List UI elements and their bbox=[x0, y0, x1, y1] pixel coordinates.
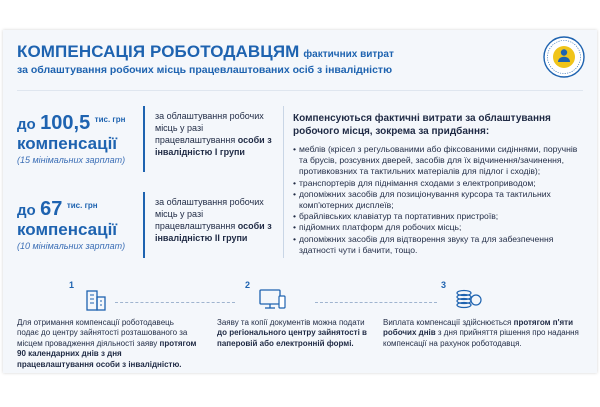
step-text-plain: з дня прийняття рішення про надання компенсації на рахунок роботодавця. bbox=[383, 328, 579, 348]
amount-block-group-1 bbox=[17, 112, 125, 165]
coins-icon bbox=[453, 285, 483, 309]
list-item: • меблів (крісел з регульованими або фіксованими сидіннями, поручнів та брусів, розсувних дверей, засобів для їх відчинення/зачинення, противковзних та тактильних матеріалів для підлог і сходів); bbox=[293, 144, 585, 178]
amount-prefix: до bbox=[17, 116, 36, 133]
amount-block-group-2 bbox=[17, 198, 125, 251]
step-text-plain: Заяву та копії документів можна подати bbox=[217, 318, 365, 327]
step-text-highlight: протягом п'яти робочих днів bbox=[383, 318, 573, 338]
page-title bbox=[17, 42, 394, 62]
step-text-plain: Для отримання компенсації роботодавець подає до центру зайнятості розташованого за місцем провадження діяльності заяву bbox=[17, 318, 188, 348]
building-icon bbox=[81, 287, 111, 311]
step-connector bbox=[315, 302, 437, 303]
expenses-section bbox=[293, 112, 585, 256]
amount-word: компенсації bbox=[17, 220, 118, 239]
purpose-highlight: особи з інвалідністю ІІ групи bbox=[155, 221, 272, 243]
step-1-text bbox=[17, 318, 197, 370]
step-connector bbox=[115, 302, 235, 303]
expenses-list bbox=[293, 144, 585, 256]
header-divider bbox=[17, 90, 583, 91]
step-text-highlight: протягом 90 календарних днів з дня працевлаштування особи з інвалідністю. bbox=[17, 338, 197, 369]
purpose-group-2 bbox=[155, 196, 283, 244]
list-item: • транспортерів для піднімання сходами з електроприводом; bbox=[293, 178, 585, 189]
step-text-highlight: до регіонального центру зайнятості в паперовій або електронній формі. bbox=[217, 328, 367, 348]
employment-service-emblem-icon bbox=[543, 36, 585, 78]
amount-value: 100,5 bbox=[40, 112, 91, 134]
step-number: 3 bbox=[441, 280, 447, 290]
list-item: • допоміжних засобів для позиціонування курсора та тактильних комп'ютерних дисплеїв; bbox=[293, 189, 585, 211]
amount-separator bbox=[143, 192, 145, 258]
step-number: 1 bbox=[69, 280, 75, 290]
list-item: • допоміжних засобів для відтворення звуку та для забезпечення здатності чути і бачити, тощо. bbox=[293, 234, 585, 256]
infographic-sheet bbox=[3, 30, 597, 373]
amount-note: (10 мінімальних зарплат) bbox=[17, 241, 126, 251]
title-main: КОМПЕНСАЦІЯ РОБОТОДАВЦЯМ bbox=[17, 42, 300, 61]
column-divider bbox=[283, 106, 284, 258]
amount-unit: тис. грн bbox=[94, 115, 126, 124]
step-number: 2 bbox=[245, 280, 251, 290]
amount-note: (15 мінімальних зарплат) bbox=[17, 155, 126, 165]
computer-icon bbox=[257, 287, 287, 311]
amount-unit: тис. грн bbox=[66, 201, 98, 210]
amount-separator bbox=[143, 106, 145, 172]
page-subtitle: за облаштування робочих місць працевлаштованих осіб з інвалідністю bbox=[17, 64, 393, 76]
purpose-text: за облаштування робочих місць у разі працевлаштування bbox=[155, 197, 264, 231]
list-item: • підйомних платформ для робочих місць; bbox=[293, 222, 585, 233]
step-text-plain: Виплата компенсації здійснюється bbox=[383, 318, 514, 327]
purpose-highlight: особи з інвалідністю І групи bbox=[155, 135, 272, 157]
expenses-heading: Компенсуються фактичні витрати за облаштування робочого місця, зокрема за придбання: bbox=[293, 113, 551, 137]
amount-prefix: до bbox=[17, 202, 36, 219]
title-suffix: фактичних витрат bbox=[303, 49, 394, 60]
purpose-text: за облаштування робочих місць у разі працевлаштування bbox=[155, 111, 264, 145]
step-3-text bbox=[383, 318, 583, 349]
purpose-group-1 bbox=[155, 110, 283, 158]
amount-word: компенсації bbox=[17, 134, 118, 153]
list-item: • брайлівських клавіатур та портативних пристроїв; bbox=[293, 211, 585, 222]
amount-value: 67 bbox=[40, 198, 63, 220]
step-2-text bbox=[217, 318, 367, 349]
